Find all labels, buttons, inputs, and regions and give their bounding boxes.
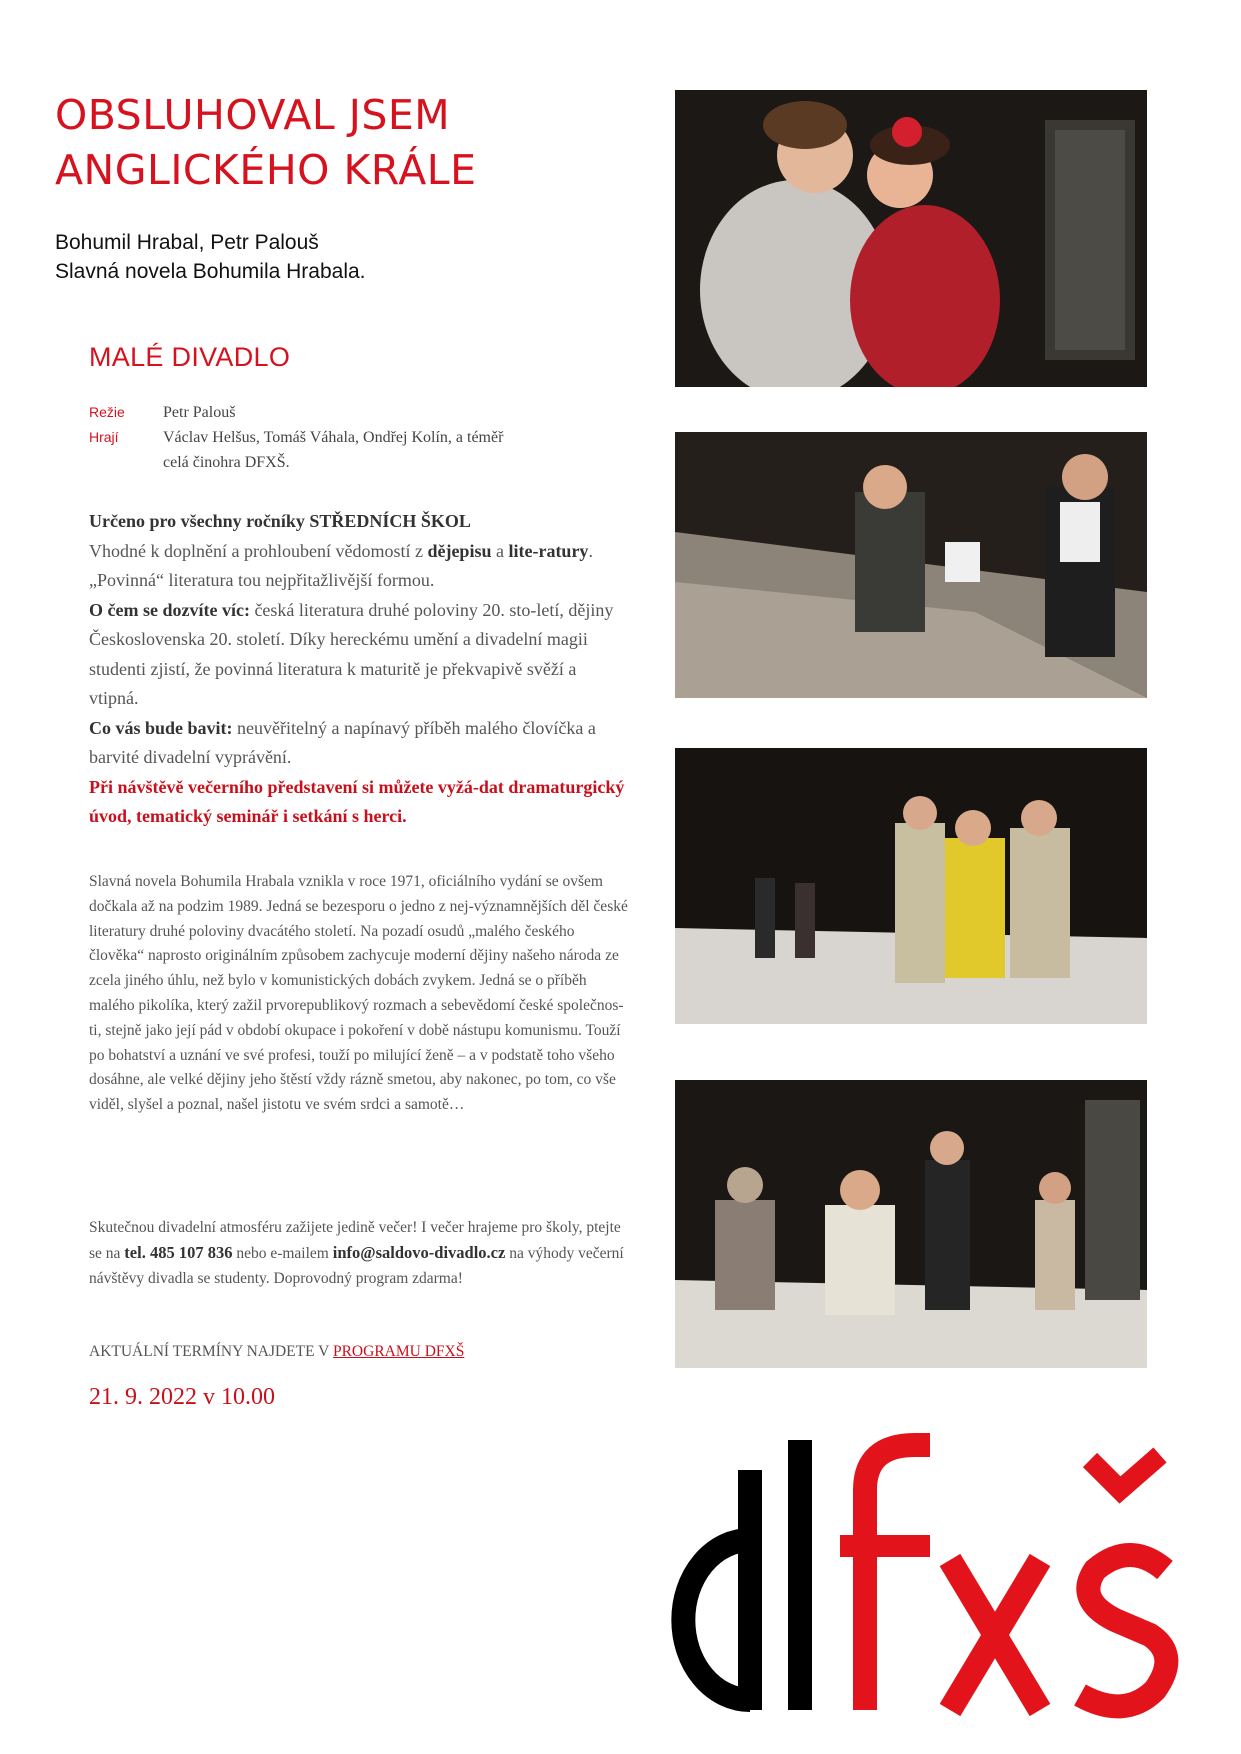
dfxs-logo <box>670 1430 1200 1720</box>
intro-p3-lead: O čem se dozvíte víc: <box>89 599 250 620</box>
intro-p2-d: lite-ratury <box>508 540 589 561</box>
contact-text-c: na výhody večerní návštěvy divadla se studenty. Doprovodný program zdarma! <box>89 1244 624 1287</box>
title-line-2: ANGLICKÉHO KRÁLE <box>55 146 477 194</box>
story-text: Slavná novela Bohumila Hrabala vznikla v roce 1971, oficiálního vydání se ovšem dočkala až na podzim 1989. Jedná se bezesporu o jedno z nej-významnějších děl české literatury druhé poloviny dvacátého století. Na pozadí osudů „malého českého člověka“ naprosto originálním způsobem zachycuje moderní dějiny našeho národa ze zcela jiného úhlu, než bylo v komunistických dobách zvykem. Jedná se o příběh malého pikolíka, který zažil prvorepublikový rozmach a sebevědomí české společnos-ti, stejně jako její pád v období okupace i pokoření v době nástupu komunismu. Touží po bohatství a uznání ve své profesi, touží po milující ženě – a v podstatě toho všeho dosáhne, ale velké dějiny jeho štěstí vždy rázně smetou, aby nakonec, po tom, co vše viděl, slyšel a poznal, našel jistotu ve svém srdci a samotě… <box>89 873 628 1114</box>
photo-3-image <box>675 748 1147 1024</box>
credit-label: Hrají <box>89 429 119 445</box>
production-photo-2 <box>675 432 1147 698</box>
authors-block <box>55 228 366 286</box>
production-photo-1 <box>675 90 1147 387</box>
credit-value: Petr Palouš <box>163 404 236 421</box>
logo-red-letters <box>840 1445 1166 1710</box>
authors: Bohumil Hrabal, Petr Palouš <box>55 231 319 254</box>
logo-black-letters <box>683 1440 812 1710</box>
credit-value: Václav Helšus, Tomáš Váhala, Ondřej Kolín, a téměř celá činohra DFXŠ. <box>163 429 504 471</box>
intro-text <box>89 507 629 832</box>
credit-row-director <box>89 400 523 425</box>
photo-2-image <box>675 432 1147 698</box>
intro-p4-text: neuvěřitelný a napínavý příběh malého človíčka a barvité divadelní vyprávění. <box>89 717 596 767</box>
intro-target-audience: Určeno pro všechny ročníky STŘEDNÍCH ŠKOL <box>89 511 471 531</box>
terms-text: AKTUÁLNÍ TERMÍNY NAJDETE V <box>89 1343 333 1360</box>
intro-p2-a: Vhodné k doplnění a prohloubení vědomostí z <box>89 540 428 561</box>
page-title <box>55 88 615 198</box>
email-link[interactable]: info@saldovo-divadlo.cz <box>332 1242 506 1262</box>
intro-highlight: Při návštěvě večerního představení si můžete vyžá-dat dramaturgický úvod, tematický seminář i setkání s herci. <box>89 776 625 826</box>
terms-line <box>89 1343 464 1361</box>
performance-date: 21. 9. 2022 v 10.00 <box>89 1384 275 1410</box>
title-line-1: OBSLUHOVAL JSEM <box>55 91 451 139</box>
production-photo-3 <box>675 748 1147 1024</box>
credit-row-cast <box>89 425 523 475</box>
intro-p3-text: česká literatura druhé poloviny 20. sto-letí, dějiny Československa 20. století. Díky hereckému umění a divadelní magii studenti zjistí, že povinná literatura k maturitě je překvapivě svěží a vtipná. <box>89 599 614 708</box>
intro-p4-lead: Co vás bude bavit: <box>89 717 233 738</box>
phone-number[interactable]: tel. 485 107 836 <box>124 1242 233 1262</box>
subtitle: Slavná novela Bohumila Hrabala. <box>55 260 366 283</box>
contact-text <box>89 1216 629 1291</box>
intro-p2-b: dějepisu <box>427 540 492 561</box>
program-link[interactable]: PROGRAMU DFXŠ <box>332 1343 465 1360</box>
contact-text-b: nebo e-mailem <box>232 1244 333 1262</box>
photo-1-image <box>675 90 1147 387</box>
venue-heading: MALÉ DIVADLO <box>89 342 291 372</box>
production-photo-4 <box>675 1080 1147 1368</box>
photo-4-image <box>675 1080 1147 1368</box>
contact-text-a: Skutečnou divadelní atmosféru zažijete jedině večer! I večer hrajeme pro školy, ptejte se na <box>89 1219 621 1262</box>
intro-p2-c: a <box>491 540 509 561</box>
intro-p2-e: . „Povinná“ literatura tou nejpřitažlivější formou. <box>89 540 593 590</box>
credits <box>89 400 523 475</box>
credit-label: Režie <box>89 404 125 420</box>
